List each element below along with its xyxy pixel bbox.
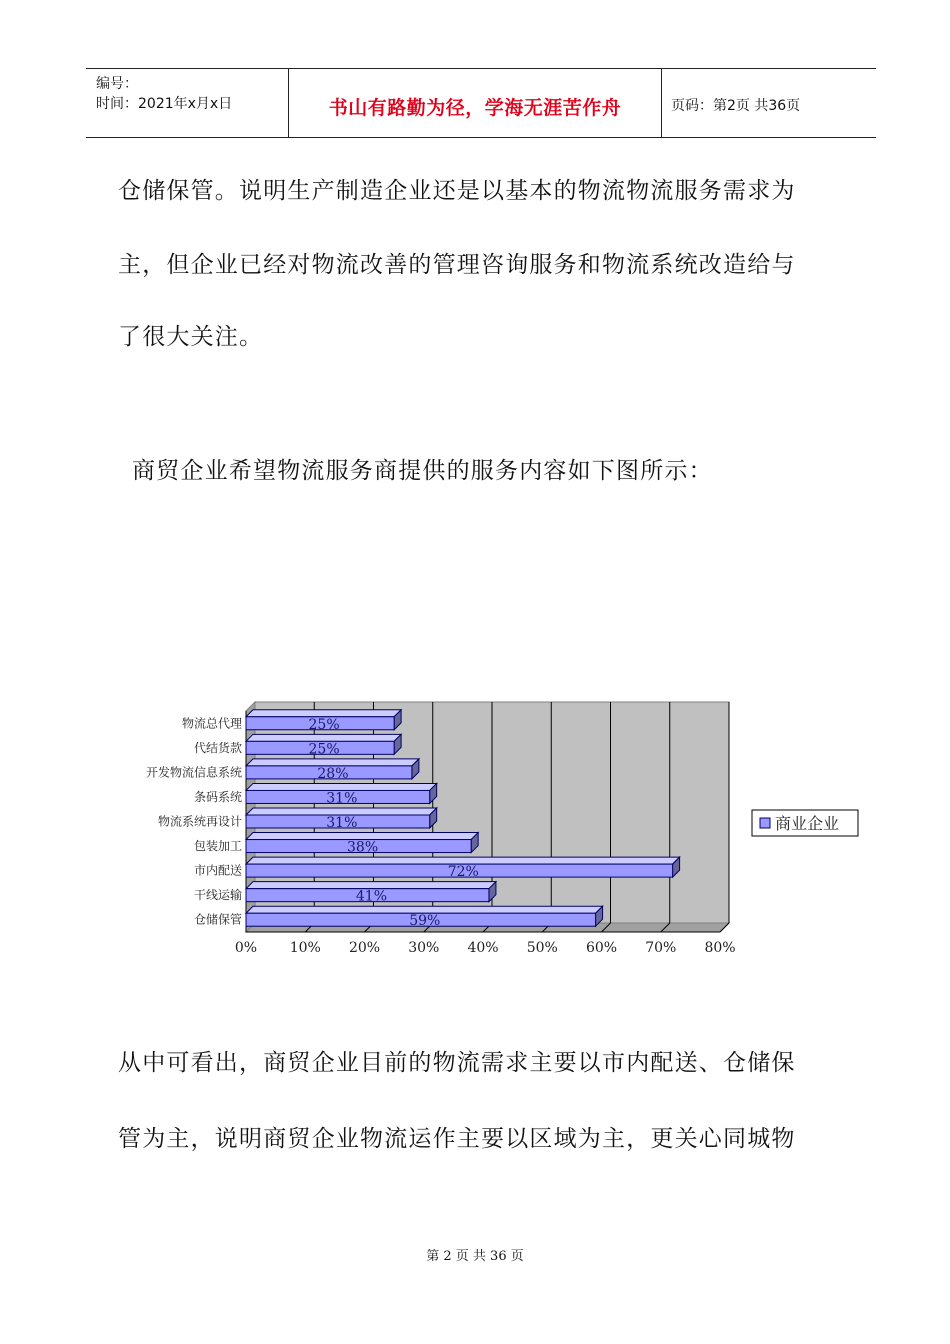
x-tick-label: 70% xyxy=(645,940,677,956)
paragraph-line: 了很大关注。 xyxy=(118,324,264,350)
time-label: 时间：2021年x月x日 xyxy=(96,96,233,112)
paragraph-line: 管为主，说明商贸企业物流运作主要以区域为主，更关心同城物 xyxy=(118,1126,796,1152)
category-label: 仓储保管 xyxy=(193,912,242,927)
x-tick-label: 30% xyxy=(408,940,440,956)
bar-chart xyxy=(130,690,870,970)
bar-data-label: 28% xyxy=(317,765,349,782)
bar-top xyxy=(246,906,603,913)
page-footer: 第 2 页 共 36 页 xyxy=(426,1249,524,1264)
page-header xyxy=(86,68,876,138)
legend-label: 商业企业 xyxy=(775,814,840,833)
bar-data-label: 25% xyxy=(308,716,340,733)
x-tick-label: 0% xyxy=(234,940,258,956)
paragraph-line: 仓储保管。说明生产制造企业还是以基本的物流物流服务需求为 xyxy=(118,178,796,204)
x-tick-label: 10% xyxy=(289,940,321,956)
bar-data-label: 25% xyxy=(308,741,340,758)
bar-data-label: 59% xyxy=(409,913,441,930)
category-label: 开发物流信息系统 xyxy=(145,765,242,780)
category-label: 市内配送 xyxy=(193,863,242,878)
bar-top xyxy=(246,857,680,864)
header-meta xyxy=(86,69,286,137)
bar-top xyxy=(246,882,496,889)
x-tick-label: 20% xyxy=(348,940,381,956)
bar-data-label: 31% xyxy=(326,815,358,831)
bar-top xyxy=(246,710,401,717)
category-label: 代结货款 xyxy=(193,740,242,755)
x-tick-label: 40% xyxy=(467,940,499,956)
number-label: 编号： xyxy=(96,76,138,92)
paragraph-line: 主，但企业已经对物流改善的管理咨询服务和物流系统改造给与 xyxy=(118,252,796,278)
bar-data-label: 41% xyxy=(355,888,388,905)
category-label: 包装加工 xyxy=(193,839,242,854)
bar-top xyxy=(246,833,478,840)
header-page-cell xyxy=(661,69,876,137)
bar-top xyxy=(246,783,437,790)
x-tick-label: 50% xyxy=(526,940,558,956)
bar-top xyxy=(246,734,401,741)
bar-data-label: 72% xyxy=(447,864,479,881)
x-tick-label: 60% xyxy=(585,940,618,956)
chart-intro: 商贸企业希望物流服务商提供的服务内容如下图所示： xyxy=(132,458,713,484)
bar-top xyxy=(246,759,419,766)
x-tick-label: 80% xyxy=(704,940,736,956)
bar-data-label: 31% xyxy=(326,790,358,807)
bar-data-label: 38% xyxy=(347,839,379,856)
bar-top xyxy=(246,808,437,815)
category-label: 物流总代理 xyxy=(181,716,242,731)
legend-swatch xyxy=(760,818,770,828)
paragraph-line: 从中可看出，商贸企业目前的物流需求主要以市内配送、仓储保 xyxy=(118,1050,796,1076)
page-code: 页码：第2页 共36页 xyxy=(671,98,801,114)
motto-text: 书山有路勤为径，学海无涯苦作舟 xyxy=(328,97,622,119)
header-motto-cell xyxy=(288,69,662,137)
category-label: 物流系统再设计 xyxy=(157,814,242,829)
category-label: 条码系统 xyxy=(193,789,242,804)
category-label: 干线运输 xyxy=(193,888,242,903)
